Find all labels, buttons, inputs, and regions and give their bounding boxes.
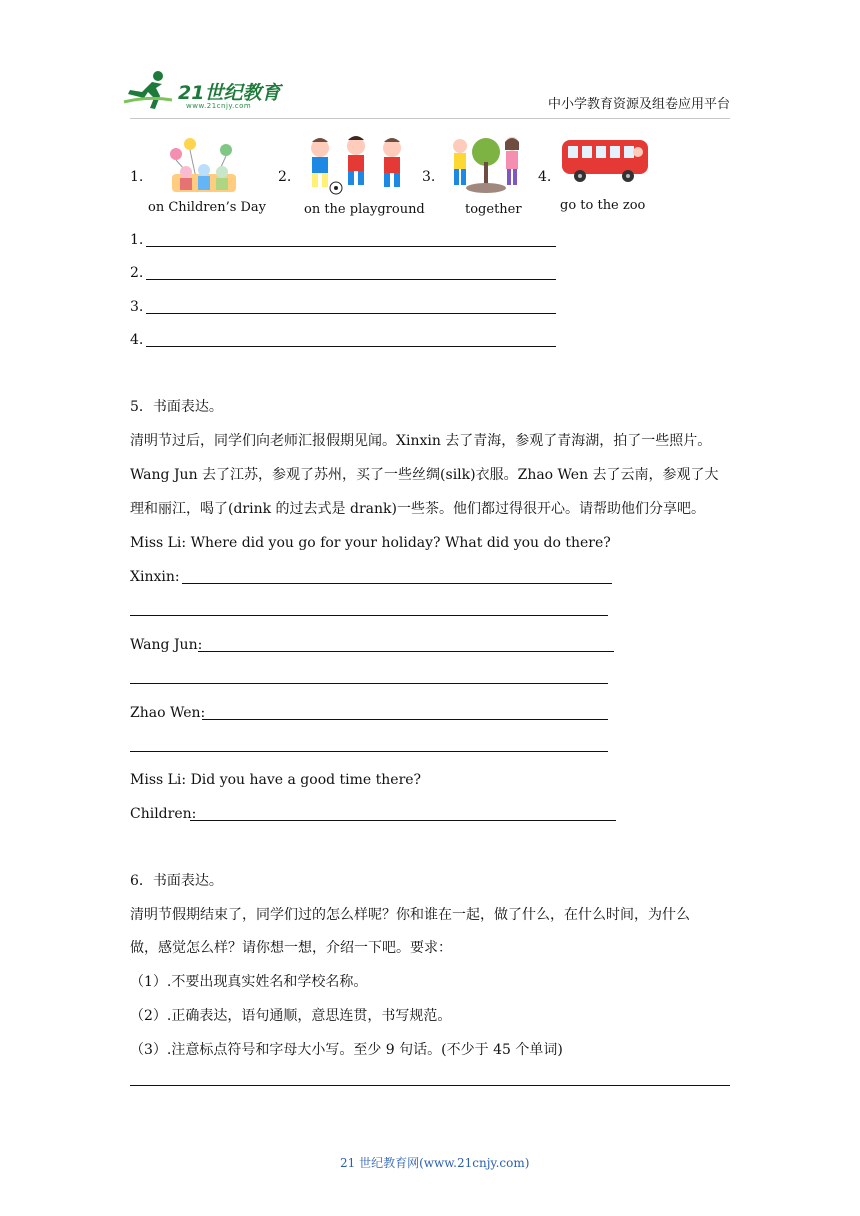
q5-title: 5．书面表达。 [130, 399, 223, 415]
platform-title: 中小学教育资源及组卷应用平台 [548, 97, 731, 112]
answer-label-3: 3. [130, 299, 144, 315]
answer-label-2: 2. [130, 265, 144, 281]
speaker-children: Children: [130, 806, 197, 822]
planting-tree-illustration-icon [446, 132, 528, 196]
logo-url: www.21cnjy.com [186, 102, 252, 110]
answer-line-zhao-wen-2[interactable] [130, 751, 608, 752]
q6-title: 6．书面表达。 [130, 873, 223, 889]
q6-para-line-1: 清明节假期结束了，同学们过的怎么样呢？你和谁在一起，做了什么，在什么时间，为什么 [130, 907, 690, 923]
logo [122, 68, 292, 116]
answer-line-3[interactable] [146, 313, 556, 314]
q6-answer-line[interactable] [130, 1085, 730, 1086]
speaker-xinxin: Xinxin: [130, 569, 180, 585]
children-day-illustration-icon [162, 134, 246, 196]
answer-line-zhao-wen[interactable] [202, 719, 608, 720]
q5-question: Miss Li: Where did you go for your holiday? What did you do there? [130, 535, 611, 551]
answer-line-2[interactable] [146, 279, 556, 280]
picture-caption-2: on the playground [304, 202, 425, 217]
answer-line-children[interactable] [190, 820, 616, 821]
picture-number-3: 3. [422, 169, 436, 185]
q5-para-line-3: 理和丽江，喝了(drink 的过去式是 drank)一些茶。他们都过得很开心。请帮助他们分享吧。 [130, 501, 705, 517]
speaker-zhao-wen: Zhao Wen: [130, 705, 206, 721]
picture-number-1: 1. [130, 169, 144, 185]
answer-label-1: 1. [130, 232, 144, 248]
footer-source: 21 世纪教育网(www.21cnjy.com) [340, 1156, 530, 1170]
q6-para-line-2: 做，感觉怎么样？请你想一想，介绍一下吧。要求： [130, 940, 452, 956]
q5-question-2: Miss Li: Did you have a good time there? [130, 772, 422, 788]
answer-line-4[interactable] [146, 346, 556, 347]
answer-label-4: 4. [130, 332, 144, 348]
picture-caption-4: go to the zoo [560, 198, 646, 213]
q5-para-line-2: Wang Jun 去了江苏，参观了苏州，买了一些丝绸(silk)衣服。Zhao Wen 去了云南，参观了大 [130, 467, 719, 483]
answer-line-wang-jun[interactable] [198, 651, 614, 652]
bus-illustration-icon [560, 136, 650, 186]
answer-line-wang-jun-2[interactable] [130, 683, 608, 684]
answer-line-xinxin[interactable] [182, 583, 612, 584]
header-divider [130, 118, 730, 119]
speaker-wang-jun: Wang Jun: [130, 637, 203, 653]
logo-text: 21世纪教育 [178, 82, 281, 104]
playground-football-illustration-icon [300, 134, 412, 196]
q6-req-1: （1）.不要出现真实姓名和学校名称。 [130, 974, 368, 990]
q6-req-3: （3）.注意标点符号和字母大小写。至少 9 句话。(不少于 45 个单词) [130, 1042, 563, 1058]
picture-caption-3: together [465, 202, 522, 217]
q5-para-line-1: 清明节过后，同学们向老师汇报假期见闻。Xinxin 去了青海，参观了青海湖，拍了一些照片。 [130, 433, 712, 449]
q6-req-2: （2）.正确表达，语句通顺，意思连贯，书写规范。 [130, 1008, 452, 1024]
answer-line-1[interactable] [146, 246, 556, 247]
picture-number-2: 2. [278, 169, 292, 185]
answer-line-xinxin-2[interactable] [130, 615, 608, 616]
picture-caption-1: on Children’s Day [148, 200, 267, 215]
runner-logo-icon [122, 68, 178, 112]
picture-number-4: 4. [538, 169, 552, 185]
